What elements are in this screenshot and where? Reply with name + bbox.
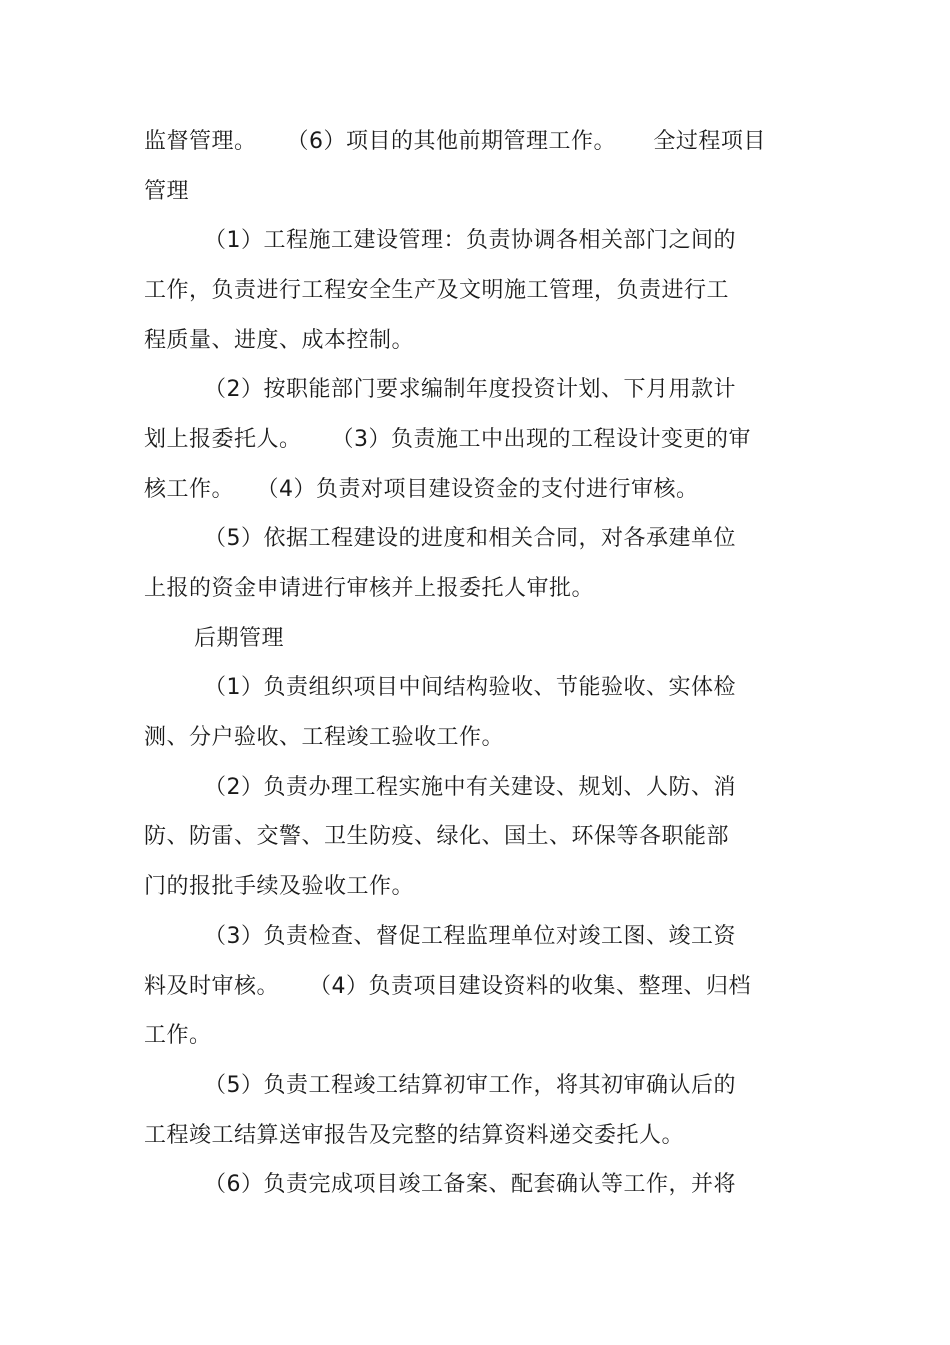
text-line: （6）负责完成项目竣工备案、配套确认等工作，并将 [204,1172,736,1197]
text-line: （1）工程施工建设管理：负责协调各相关部门之间的 [204,228,736,253]
text-line: （2）按职能部门要求编制年度投资计划、下月用款计 [204,377,736,402]
text-line: 工程竣工结算送审报告及完整的结算资料递交委托人。 [144,1123,685,1148]
section-heading: 后期管理 [194,626,285,651]
text-line: 料及时审核。 （4）负责项目建设资料的收集、整理、归档 [144,974,751,999]
text-line: 防、防雷、交警、卫生防疫、绿化、国土、环保等各职能部 [144,824,730,849]
text-line: （2）负责办理工程实施中有关建设、规划、人防、消 [204,775,736,800]
text-line: 管理 [144,179,190,204]
text-line: 工作，负责进行工程安全生产及文明施工管理，负责进行工 [144,278,730,303]
text-line: 划上报委托人。 （3）负责施工中出现的工程设计变更的审 [144,427,751,452]
text-line: （5）依据工程建设的进度和相关合同，对各承建单位 [204,526,736,551]
text-line: （5）负责工程竣工结算初审工作，将其初审确认后的 [204,1073,736,1098]
text-line: 测、分户验收、工程竣工验收工作。 [144,725,505,750]
text-line: 程质量、进度、成本控制。 [144,328,415,353]
text-line: 监督管理。 （6）项目的其他前期管理工作。 全过程项目 [144,129,766,154]
text-line: 上报的资金申请进行审核并上报委托人审批。 [144,576,595,601]
text-line: （3）负责检查、督促工程监理单位对竣工图、竣工资 [204,924,736,949]
text-line: 门的报批手续及验收工作。 [144,874,415,899]
text-line: （1）负责组织项目中间结构验收、节能验收、实体检 [204,675,736,700]
text-line: 核工作。 （4）负责对项目建设资金的支付进行审核。 [144,477,699,502]
text-line: 工作。 [144,1023,212,1048]
